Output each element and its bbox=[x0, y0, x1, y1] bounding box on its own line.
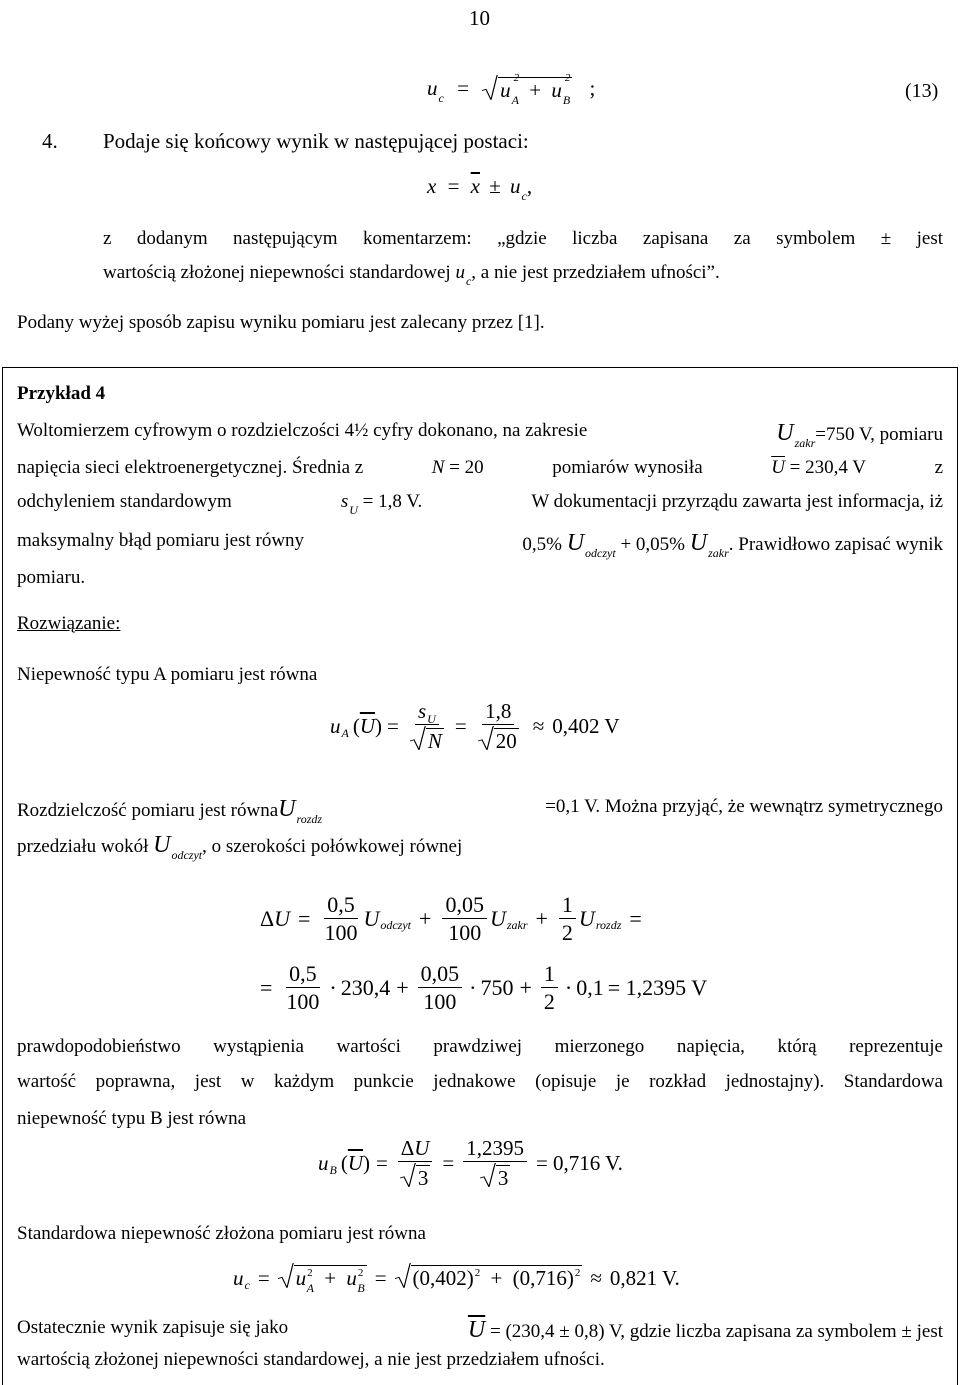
page-number: 10 bbox=[469, 6, 490, 30]
radical-icon bbox=[480, 1163, 496, 1188]
equation-13: $u_c$ = u 2 $_A$ + u 2 $_B$ ; bbox=[427, 72, 596, 108]
example-line-3: odchyleniem standardowym $s_U = 1,8$ V. W dokumentacji przyrządu zawarta jest informacja, iż bbox=[17, 491, 943, 517]
result-form-equation: $x = \overline{x} \pm u_c$, bbox=[427, 174, 533, 203]
type-b-formula: u B ( $\overline{U}$ ) = $\frac{\Delta U}{3}$ = $\frac{1,2395}{3}$ = 0,716 V. bbox=[318, 1136, 623, 1190]
example-line-4: maksymalny błąd pomiaru jest równy 0,5% $U_{odczyt} + 0,05\%$ $U_{zakr}$. Prawidłowo zapisać wynik bbox=[17, 530, 943, 560]
resolution-line: Rozdzielczość pomiaru jest równaU$_{rozdz}$ =0,1 V. Można przyjąć, że wewnątrz symetrycznego bbox=[17, 796, 943, 826]
combined-formula: u c = $u^2_A + u^2_B$ = $(0,402)^2 + (0,716)^2$ ≈ 0,821 V. bbox=[233, 1265, 680, 1291]
radical-icon bbox=[482, 75, 498, 101]
probability-line-2: wartość poprawna, jest w każdym punkcie jednakowe (opisuje je rozkład jednostajny). Standardowa bbox=[17, 1071, 943, 1092]
step-4-text: Podaje się końcowy wynik w następującej postaci: bbox=[103, 129, 529, 153]
final-line-2: wartością złożonej niepewności standardowej, a nie jest przedziałem ufności. bbox=[17, 1349, 605, 1370]
comment-line-1: z dodanym następującym komentarzem: „gdzie liczba zapisana za symbolem ± jest bbox=[103, 228, 943, 249]
comment-line-2: wartością złożonej niepewności standardowej $u_c$, a nie jest przedziałem ufności”. bbox=[103, 262, 720, 288]
radical-icon bbox=[410, 726, 426, 751]
type-a-formula: u A ( $\overline{U}$ ) = $\frac{s_U}{N}$ = $\frac{1,8}{20}$ ≈ 0,402 V bbox=[330, 699, 620, 753]
delta-u-formula-1: Δ U = $\frac{0,5}{100}$ U odczyt + $\frac{0,05}{100}$ U zakr + $\frac{1}{2}$ U rozdz = bbox=[260, 892, 642, 946]
eq13-uc: u bbox=[427, 76, 438, 100]
probability-line-3: niepewność typu B jest równa bbox=[17, 1108, 247, 1129]
radical-icon bbox=[278, 1263, 294, 1289]
step-4-number: 4. bbox=[42, 129, 58, 153]
example-line-5: pomiaru. bbox=[17, 567, 86, 588]
sqrt-symbol: u 2 $_A$ + u 2 $_B$ bbox=[482, 77, 572, 103]
example-line-1: Woltomierzem cyfrowym o rozdzielczości 4½ cyfry dokonano, na zakresie $U_{zakr}=750$ V, pomiaru bbox=[17, 420, 943, 450]
combined-intro: Standardowa niepewność złożona pomiaru jest równa bbox=[17, 1223, 426, 1244]
radical-icon bbox=[478, 726, 494, 751]
type-a-intro: Niepewność typu A pomiaru jest równa bbox=[17, 664, 318, 685]
equation-number: (13) bbox=[905, 80, 939, 102]
delta-u-formula-2: = $\frac{0,5}{100}$ · 230,4 + $\frac{0,05}{100}$ · 750 + $\frac{1}{2}$ · 0,1 = 1,2395 V bbox=[260, 961, 708, 1015]
radical-icon bbox=[395, 1263, 411, 1289]
probability-line-1: prawdopodobieństwo wystąpienia wartości prawdziwej mierzonego napięcia, którą reprezentuje bbox=[17, 1036, 943, 1057]
example-line-2: napięcia sieci elektroenergetycznej. Średnia z N = 20 pomiarów wynosiła $\overline{U} = 230,4$ V z bbox=[17, 457, 943, 478]
radical-icon bbox=[400, 1163, 416, 1188]
interval-line: przedziału wokół $U_{odczyt}$, o szerokości połówkowej równej bbox=[17, 832, 463, 862]
solution-heading: Rozwiązanie: bbox=[17, 613, 121, 634]
final-line-1: Ostatecznie wynik zapisuje się jako $\overline{U} = (230,4 \pm 0,8)$ V, gdzie liczba zapisana za symbolem ± jest bbox=[17, 1317, 943, 1343]
example-title: Przykład 4 bbox=[17, 383, 106, 404]
recommendation-text: Podany wyżej sposób zapisu wyniku pomiaru jest zalecany przez [1]. bbox=[17, 312, 545, 333]
